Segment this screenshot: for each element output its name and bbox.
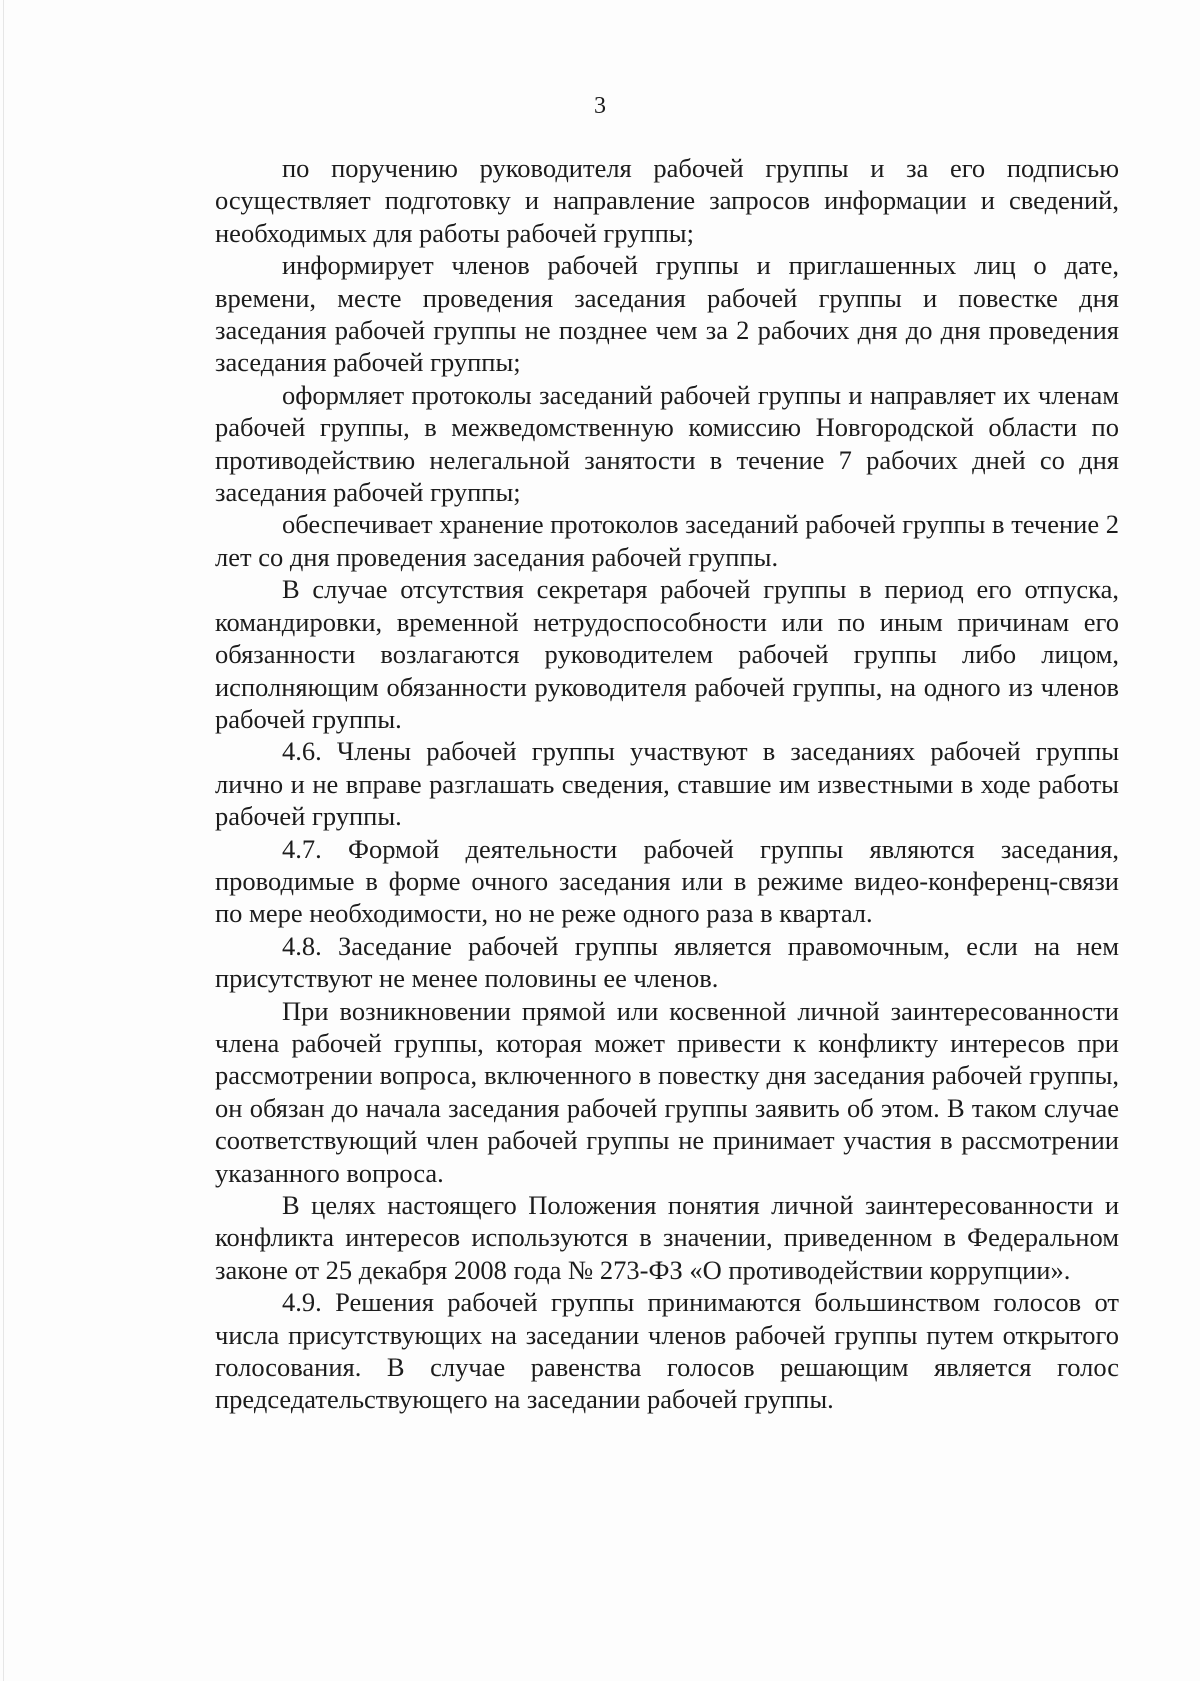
paragraph-4-7: 4.7. Формой деятельности рабочей группы являются заседания, проводимые в форме очного заседания или в режиме видео-конференц-связи по мере необходимости, но не реже одного раза в квартал. bbox=[215, 833, 1119, 929]
paragraph-4-9: 4.9. Решения рабочей группы принимаются большинством голосов от числа присутствующих на заседании членов рабочей группы путем открытого голосования. В случае равенства голосов решающим является голос председательствующего на заседании рабочей группы. bbox=[215, 1287, 1119, 1415]
paragraph-secretary-storage: обеспечивает хранение протоколов заседаний рабочей группы в течение 2 лет со дня проведения заседания рабочей группы. bbox=[215, 509, 1119, 572]
paragraph-conflict-of-interest: При возникновении прямой или косвенной личной заинтересованности члена рабочей группы, которая может привести к конфликту интересов при рассмотрении вопроса, включенного в повестку дня заседания рабочей группы, он обязан до начала заседания рабочей группы заявить об этом. В таком случае соответствующий член рабочей группы не принимает участия в рассмотрении указанного вопроса. bbox=[215, 995, 1119, 1188]
paragraph-4-6: 4.6. Члены рабочей группы участвуют в заседаниях рабочей группы лично и не вправе разглашать сведения, ставшие им известными в ходе работы рабочей группы. bbox=[215, 736, 1119, 832]
paragraph-secretary-absence: В случае отсутствия секретаря рабочей группы в период его отпуска, командировки, временной нетрудоспособности или по иным причинам его обязанности возлагаются руководителем рабочей группы либо лицом, исполняющим обязанности руководителя рабочей группы, на одного из членов рабочей группы. bbox=[215, 574, 1119, 734]
paragraph-definitions: В целях настоящего Положения понятия личной заинтересованности и конфликта интересов используются в значении, приведенном в Федеральном законе от 25 декабря 2008 года № 273-ФЗ «О противодействии коррупции». bbox=[215, 1190, 1119, 1285]
scan-edge-line bbox=[3, 0, 4, 1681]
page-number: 3 bbox=[594, 93, 606, 119]
document-body bbox=[215, 152, 1119, 1416]
paragraph-secretary-protocols: оформляет протоколы заседаний рабочей группы и направляет их членам рабочей группы, в межведомственную комиссию Новгородской области по противодействию нелегальной занятости в течение 7 рабочих дней со дня заседания рабочей группы; bbox=[215, 379, 1119, 508]
paragraph-secretary-notifies: информирует членов рабочей группы и приглашенных лиц о дате, времени, месте проведения заседания рабочей группы и повестке дня заседания рабочей группы не позднее чем за 2 рабочих дня до дня проведения заседания рабочей группы; bbox=[215, 250, 1119, 378]
paragraph-secretary-requests: по поручению руководителя рабочей группы и за его подписью осуществляет подготовку и направление запросов информации и сведений, необходимых для работы рабочей группы; bbox=[215, 153, 1119, 248]
paragraph-4-8: 4.8. Заседание рабочей группы является правомочным, если на нем присутствуют не менее половины ее членов. bbox=[215, 930, 1119, 994]
